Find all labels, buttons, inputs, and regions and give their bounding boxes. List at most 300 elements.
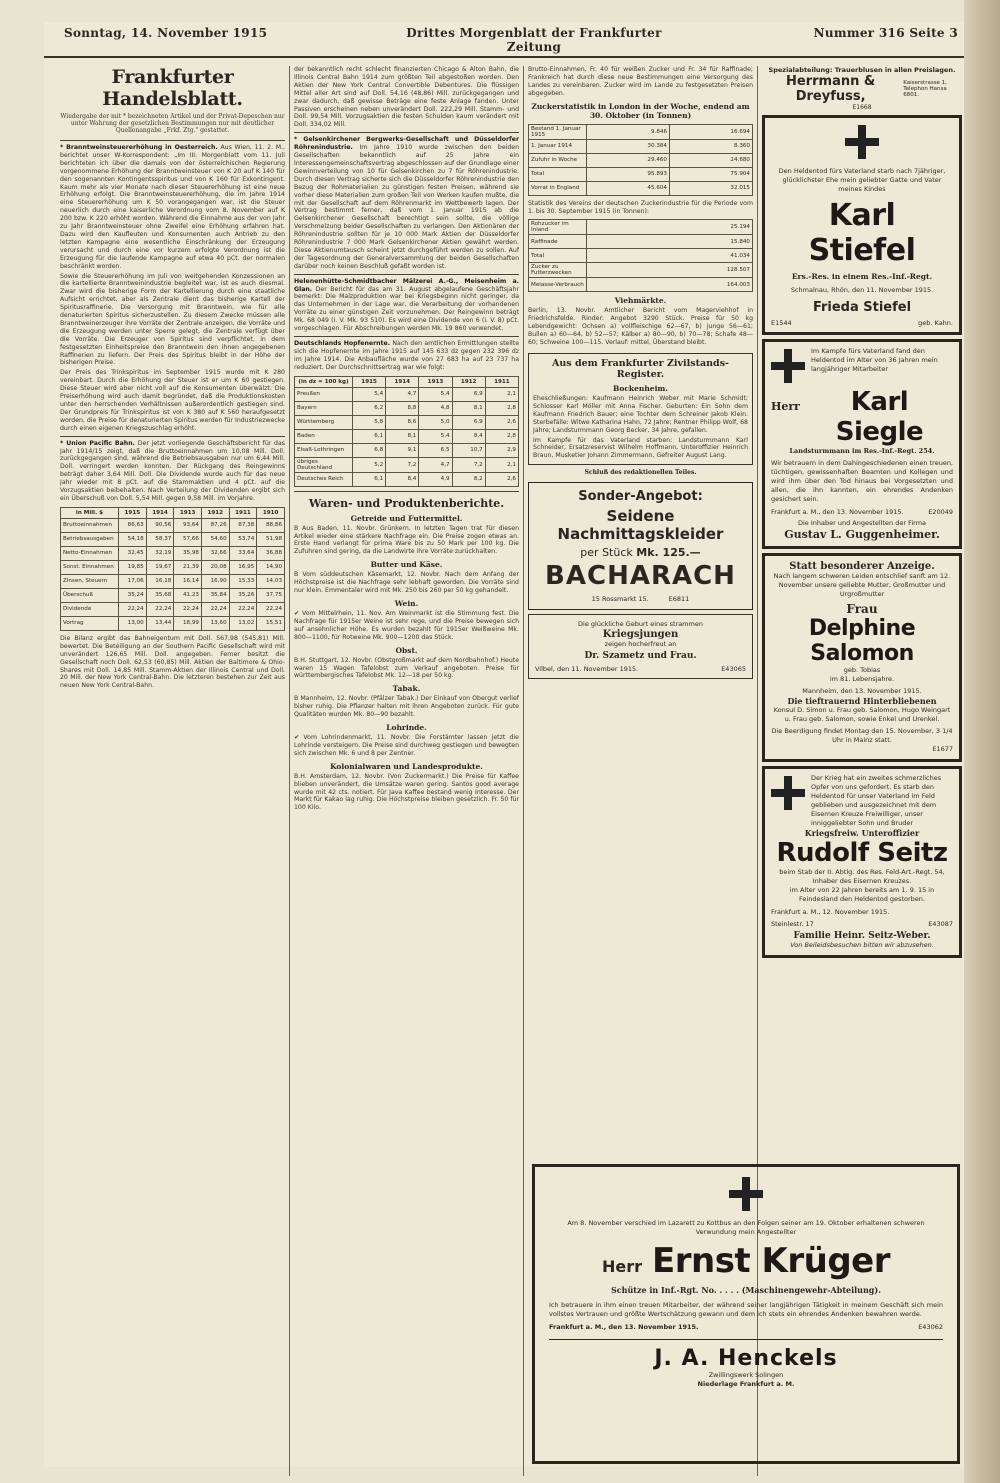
ad-brand: Herrmann & Dreyfuss, — [786, 74, 876, 104]
divider — [294, 274, 519, 275]
table-row — [295, 429, 519, 443]
sugar-table — [528, 124, 753, 196]
table-cell: Total — [529, 249, 587, 263]
table-cell: 16,95 — [229, 560, 257, 574]
article-body: Nach den amtlichen Ermittlungen stellte sich die Hopfenernte im Jahre 1915 auf 145 633 dz gegen 232 396 dz im Jahre 1914. Die Anbaufläche wurde von 27 683 ha auf 23 737 ha reduziert. Der Durchschnittsertrag war wie folgt: — [294, 340, 519, 371]
page-header — [44, 22, 964, 58]
table-cell: 45.604 — [587, 181, 670, 195]
table-cell: 10,7 — [452, 443, 485, 457]
table-cell: 2,6 — [485, 472, 518, 486]
obituary-intro: Der Krieg hat ein zweites schmerzliches Opfer von uns gefordert. Es starb den Heldentod für unser Vaterland im Feld geblieben und ausgezeichnet mit dem Eisernen Kreuze Freiwilliger, unser inniggeliebter Sohn und Bruder — [811, 774, 942, 827]
obituary-funeral: Die Beerdigung findet Montag den 15. November, 3 1/4 Uhr in Mainz statt. — [771, 727, 953, 744]
table-cell: 90,56 — [146, 518, 174, 532]
table-cell: 32,19 — [146, 546, 174, 560]
table-cell: Rohzucker im Inland — [529, 220, 587, 235]
obituary-place: Frankfurt a. M., 12. November 1915. — [771, 908, 890, 916]
table-cell: 5,4 — [353, 387, 386, 401]
table-cell: 6,8 — [353, 443, 386, 457]
table-cell: 4,9 — [419, 472, 452, 486]
obituary-rank: Kriegsfreiw. Unteroffizier — [804, 828, 920, 838]
table-cell: 51,98 — [257, 532, 285, 546]
obituary-intro: Am 8. November verschied im Lazarett zu Kottbus an den Folgen seiner am 19. Oktober erhaltenen schweren Verwundung mein Angestellter — [567, 1219, 925, 1236]
table-cell: 6,9 — [452, 415, 485, 429]
obituary-rank: Landsturmmann im Res.-Inf.-Regt. 254. — [789, 447, 935, 455]
article-body: Aus Wien, 11. 2. M., berichtet unser W-Korrespondent: „Im III. Morgenblatt vom 11. Juli berichteten ich über die damals von der österreichischen Regierung vorgenommene Erhöhung der Branntweinsteuer von K 20 auf K 140 für den sogenannten Kontingentsspiritus und von K 160 für Exkontingent. Kaum mehr als vier Monate nach dieser Steuererhöhung ist eine neue Erhöhung erfolgt. Die Branntweinsteuererhöhung, die im Jahre 1914 eine Steuererhöhung um K 50 vorangegangen war, ist die Steuer neuerlich durch eine kaiserliche Verordnung vom 8. November auf K 200 bzw. K 220 erhöht worden. Während die Einnahme aus der von Jahr zu Jahr Branntweinsteuer ohne Zweifel eine Erhöhung erfahren hat. Dazu wird den Kaufleuten und Konsumenten auch Antrieb zu den letzten Kampagne eine wesentliche Einschränkung der Erzeugung verursacht und durch eine vor kurzem erfolgte Verordnung ist die Erzeugung für die laufende Kampagne auf etwa 40 pCt. der normalen beschränkt worden. — [60, 144, 285, 270]
book-binding-edge — [964, 0, 1000, 1483]
table-cell: 35,98 — [174, 546, 202, 560]
table-header-cell: (in dz = 100 kg) — [295, 376, 353, 387]
table-cell: 87,26 — [201, 518, 229, 532]
obituary-note: Von Beileidsbesuchen bitten wir abzusehen. — [790, 941, 934, 949]
register-body: Eheschließungen: Kaufmann Heinrich Weber mit Marie Schmidt; Schlosser Karl Möller mit Anna Fischer. Geburten: Ein Sohn dem Kaufmann Friedrich Bauer; eine Tochter dem Schreiner Jakob Klein. Sterbefälle: Witwe Katharina Hahn, 72 Jahre; Rentner Philipp Wolf, 68 Jahre; Landsturmmann Georg Becker, 34 Jahre, gefallen. — [533, 394, 748, 434]
table-cell: Bayern — [295, 401, 353, 415]
article-title: * Gelsenkirchener Bergwerks-Gesellschaft und Düsseldorfer Röhrenindustrie. — [294, 136, 519, 152]
column-divider — [523, 66, 524, 1476]
subsection-title: Getreide und Futtermittel. — [350, 513, 463, 523]
table-cell: 32,45 — [119, 546, 147, 560]
register-title: Aus dem Frankfurter Zivilstands-Register. — [552, 357, 729, 380]
editorial-end-marker: Schluß des redaktionellen Teiles. — [584, 469, 697, 477]
table-cell: 33,64 — [229, 546, 257, 560]
table-cell: 14,03 — [257, 574, 285, 588]
table-cell: Zinsen, Steuern — [61, 574, 119, 588]
obituary-place: Frankfurt a. M., den 13. November 1915. — [771, 508, 904, 516]
table-cell: 5,2 — [353, 457, 386, 472]
civil-register — [528, 353, 753, 465]
report-body: B Vom süddeutschen Käsemarkt, 12. Novbr. Nach dem Anfang der Höchstpreise ist die Nachfrage sehr lebhaft geworden. Die Vorräte sind nur klein. Emmentaler wird mit Mk. 250 bis 260 per 50 kg gehandelt. — [294, 571, 519, 595]
table-cell: 2,1 — [485, 387, 518, 401]
article-hopfenernte — [294, 340, 519, 372]
table-cell: Vortrag — [61, 616, 119, 630]
birth-place: Vilbel, den 11. November 1915. — [535, 665, 639, 674]
column-2 — [294, 66, 519, 1481]
table-cell: 86,63 — [119, 518, 147, 532]
subsection-title: Obst. — [395, 645, 418, 655]
table-header-cell: 1911 — [229, 507, 257, 518]
table-header-cell: 1914 — [146, 507, 174, 518]
table-header-cell: in Mill. $ — [61, 507, 119, 518]
cattle-report: Berlin, 13. Novbr. Amtlicher Bericht vom Magerviehhof in Friedrichsfelde. Rinder: Angebot 3290 Stück. Preise für 50 kg Lebendgewicht: Ochsen a) vollfleischige 62—67, b) junge 56—61; Bullen a) 60—64, b) 52—57; Kälber a) 80—90, b) 70—78; Schafe 48—60; Schweine 100—115. Verlauf: mittel, Überstand bleibt. — [528, 307, 753, 347]
obituary-unit: beim Stab der II. Abtlg. des Res. Feld-Art.-Regt. 54, Inhaber des Eisernen Kreuzes. — [779, 868, 945, 885]
table-cell: 2,8 — [485, 429, 518, 443]
table-cell: Elsaß-Lothringen — [295, 443, 353, 457]
table-cell: 53,74 — [229, 532, 257, 546]
birth-names: Dr. Szametz und Frau. — [584, 651, 697, 662]
obituary-intro: Im Kampfe fürs Vaterland fand den Heldentod im Alter von 36 Jahren mein langjähriger Mitarbeiter — [811, 347, 938, 373]
article-body: Sowie die Steuererhöhung im Juli von weitgehenden Konzessionen an die kartellierte Branntweinindustrie begleitet war, ist es auch diesmal. Zwar wird die bisherige Form der Kartellierung durch eine staatliche Aufsicht errichtet, aber als Zentrale dient das bisherige Kartell der Spiritusraffinerie. Die Versorgung mit Branntwein, wie für alle denaturierten Spiritus sicherzustellen. Zu diesem Zwecke müssen alle Branntweinerzeuger ihre Vorräte der Zentrale anzeigen, die Vorräte und die Erzeugung werden unter Sperre gelegt, die Zentrale verfügt über die Vorräte. Die Erzeuger von Spiritus sind verpflichtet, in dem festgesetzten Einheitspreise den Branntwein den ihnen angegebenen Raffinerien zu liefern. Der Preis des Spiritus bleibt in der Höhe der bisherigen Preise. — [60, 272, 285, 367]
article-body: Der jetzt vorliegende Geschäftsbericht für das Jahr 1914/15 zeigt, daß die Bruttoeinnahmen um 10,08 Mill. Doll. zurückgegangen sind, während die Betriebsausgaben nur um 6,44 Mill. Doll. verringert werden konnten. Der Rückgang des Reingewinns beträgt daher 3,64 Mill. Doll. Die Dividende wurde auch für das neue Jahr wieder mit 8 pCt. auf die Stammaktien und 4 pCt. auf die Vorzugsaktien beibehalten. Nach Verteilung der Dividenden ergibt sich ein Überschuß von Doll. 5,54 Mill. gegen 9,58 Mill. im Vorjahre. — [60, 439, 285, 502]
table-cell: 9,1 — [386, 443, 419, 457]
table-header-cell: 1915 — [353, 376, 386, 387]
table-cell: 128.507 — [587, 263, 753, 278]
table-cell: 32.015 — [670, 181, 753, 195]
ad-code: E43087 — [928, 920, 953, 928]
table-cell: 9.846 — [587, 124, 670, 139]
obituary-widow-born: geb. Kahn. — [918, 319, 953, 327]
ad-code: E43065 — [721, 665, 746, 674]
table-row — [61, 602, 285, 616]
table-cell: 88,86 — [257, 518, 285, 532]
table-row — [61, 574, 285, 588]
table-cell: 25.194 — [587, 220, 753, 235]
table-row — [295, 443, 519, 457]
table-cell: 54,18 — [119, 532, 147, 546]
table-cell: 8,8 — [386, 401, 419, 415]
table-cell: 7,2 — [386, 457, 419, 472]
birth-footer — [535, 665, 746, 673]
table-cell: 5,4 — [419, 429, 452, 443]
divider — [60, 436, 285, 437]
table-cell: 36,88 — [257, 546, 285, 560]
table-row — [295, 457, 519, 472]
obituary-intro: Den Heldentod fürs Vaterland starb nach 7jähriger, glücklichster Ehe mein geliebter Gatte und Vater meines Kindes — [778, 167, 946, 193]
table-cell: 18,99 — [174, 616, 202, 630]
iron-cross-icon — [845, 125, 879, 159]
table-cell: 54,60 — [201, 532, 229, 546]
table-cell: 15,51 — [257, 616, 285, 630]
table-header-cell: 1913 — [174, 507, 202, 518]
table-cell: 22,24 — [229, 602, 257, 616]
table-cell: Total — [529, 167, 587, 181]
subsection-title: Lohrinde. — [386, 723, 427, 733]
header-paper-title: Drittes Morgenblatt der Frankfurter Zeitung — [406, 26, 662, 54]
table-row — [61, 546, 285, 560]
divider — [294, 336, 519, 337]
header-date: Sonntag, 14. November 1915 — [64, 26, 268, 40]
table-cell: 164.003 — [587, 278, 753, 292]
birth-line: Die glückliche Geburt eines strammen — [578, 620, 703, 629]
firm-name: J. A. Henckels — [654, 1346, 838, 1371]
ad-line: Spezialabteilung: Trauerblusen in allen Preislagen. — [768, 66, 956, 74]
birth-line: zeigen hocherfreut an — [604, 640, 677, 649]
column-4 — [762, 66, 962, 1156]
table-cell: 8,4 — [452, 429, 485, 443]
table-cell: 13,60 — [201, 616, 229, 630]
table-cell: 17,06 — [119, 574, 147, 588]
table-cell: 22,24 — [146, 602, 174, 616]
table-cell: 22,24 — [119, 602, 147, 616]
obituary-title: Herr — [601, 1257, 642, 1276]
obituary-text: Ich betrauere in ihm einen treuen Mitarbeiter, der während seiner langjährigen Tätigkeit in meinem Geschäft sich mein vollstes Vertrauen und größte Wertschätzung gewann und dem ich stets ein ehrendes Andenken bewahren werde. — [549, 1301, 943, 1318]
table-cell: 16.694 — [670, 124, 753, 139]
obituary-text: Wir betrauern in dem Dahingeschiedenen einen treuen, tüchtigen, gewissenhaften Beamten und Kollegen und wird ihm über den Tod hinaus bei Vorgesetzten und allen, die ihn kannten, ein ehrendes Andenken gesichert sein. — [771, 459, 953, 503]
obituary-age: im Alter von 22 Jahren bereits am 1. 9. 15 in Feindesland den Heldentod gestorben. — [789, 886, 935, 903]
obituary-address: Steinlestr. 17 — [771, 920, 814, 928]
obituary-firm-line: Die Inhaber und Angestellten der Firma — [797, 519, 927, 527]
ad-line — [533, 546, 748, 559]
obituary-name: Karl Siegle — [835, 387, 924, 447]
obituary-name-row — [771, 387, 953, 447]
table-row — [529, 124, 753, 139]
sugar-table-title: Zuckerstatistik in London in der Woche, endend am 30. Oktober (in Tonnen) — [531, 101, 750, 120]
table-cell: 19,85 — [119, 560, 147, 574]
obituary-footer — [771, 508, 953, 516]
obituary-title: Frau — [846, 602, 878, 616]
table-cell: 30.384 — [587, 139, 670, 153]
table-cell: 22,24 — [201, 602, 229, 616]
article-branntwein — [60, 144, 285, 271]
table-row — [61, 518, 285, 532]
ad-address: 15 Rossmarkt 15. — [591, 595, 649, 604]
subsection-title: Kolonialwaren und Landesprodukte. — [330, 761, 483, 771]
table-header-cell: 1910 — [257, 507, 285, 518]
table-cell: 19,67 — [146, 560, 174, 574]
obituary-ernst-krueger — [532, 1164, 960, 1464]
table-cell: 24.680 — [670, 153, 753, 167]
table-cell: 13,00 — [119, 616, 147, 630]
subsection-title: Tabak. — [392, 684, 421, 694]
obituary-karl-siegle — [762, 339, 962, 549]
table-cell: 13,44 — [146, 616, 174, 630]
article-body: der bekanntlich recht schlecht finanzierten Chicago & Alton Bahn, die Illinois Central Bahn 1914 zum größten Teil abgestoßen worden. Den Aktien der New York Central Convertible Debentures. Die flüssigen Mittel aller Art sind auf Doll. 54,16 (48,86) Mill. zurückgegangen und zwar dadurch, daß gewisse Beträge eine feste Anlage fanden. Unter Passiven erscheinen neben unverändert Doll. 222,29 Mill. Stamm- und Doll. 99,54 Mill. Vorzugsaktien die festen Schulden kaum verändert mit Doll. 334,02 Mill. — [294, 66, 519, 129]
table-cell: 6,1 — [353, 429, 386, 443]
divider — [294, 491, 519, 492]
article-union-pacific — [60, 440, 285, 503]
table-cell: Württemberg — [295, 415, 353, 429]
obituary-karl-stiefel — [762, 115, 962, 335]
table-cell: 6,1 — [353, 472, 386, 486]
table-cell: 21,39 — [174, 560, 202, 574]
register-body: Im Kampfe für das Vaterland starben: Landsturmmann Karl Schneider, Ersatzreservist Wilhelm Hoffmann, Unteroffizier Heinrich Braun, Musketier Johann Zimmermann, Gefreiter August Lang. — [533, 436, 748, 460]
table-cell: 29.460 — [587, 153, 670, 167]
divider — [60, 140, 285, 141]
table-cell: 22,24 — [257, 602, 285, 616]
ad-code: E20049 — [928, 508, 953, 516]
obituary-widow: Frieda Stiefel — [812, 300, 912, 315]
table-row — [61, 588, 285, 602]
table-cell: 6,2 — [353, 401, 386, 415]
ad-code: E1544 — [771, 319, 792, 327]
table-row — [295, 401, 519, 415]
subsection-title: Wein. — [394, 598, 419, 608]
ad-address: Kaiserstrasse 1, Telephon Hansa 6801. — [903, 80, 947, 98]
firm-line: Zwillingswerk Solingen — [708, 1371, 784, 1379]
table-row — [529, 235, 753, 249]
obituary-footer — [771, 908, 953, 916]
ad-line: Seidene Nachmittagskleider — [557, 507, 724, 544]
hop-yield-table — [294, 376, 519, 487]
table-header-cell: 1914 — [386, 376, 419, 387]
table-cell: 14,90 — [257, 560, 285, 574]
table-cell: Netto-Einnahmen — [61, 546, 119, 560]
firm-line: Niederlage Frankfurt a. M. — [697, 1380, 795, 1388]
birth-notice — [528, 614, 753, 679]
obituary-name: Rudolf Seitz — [776, 838, 948, 868]
ad-line: Sonder-Angebot: — [578, 489, 703, 505]
section-masthead: Frankfurter Handelsblatt. — [102, 66, 243, 110]
table-cell: 8,1 — [386, 429, 419, 443]
obituary-name-row — [549, 1241, 943, 1281]
table-cell: 35,24 — [119, 588, 147, 602]
obituary-title: Herr — [771, 400, 800, 413]
obituary-name: Ernst Krüger — [652, 1241, 891, 1281]
obituary-family: Konsul D. Simon u. Frau geb. Salomon, Hugo Weingart u. Frau geb. Salomon, sowie Enkel und Urenkel. — [773, 706, 951, 723]
table-cell: 2,6 — [485, 415, 518, 429]
table-cell: 6,9 — [452, 387, 485, 401]
ad-brand: BACHARACH — [545, 561, 736, 592]
birth-line: Kriegsjungen — [602, 629, 679, 641]
obituary-unit: Schütze in Inf.-Rgt. No. . . . . (Maschinengewehr-Abteilung). — [611, 1285, 881, 1295]
iron-cross-icon — [771, 776, 805, 810]
table-cell: 20,08 — [201, 560, 229, 574]
table-header-cell: 1913 — [419, 376, 452, 387]
article-title: Deutschlands Hopfenernte. — [294, 340, 391, 347]
obituary-intro: Nach langem schweren Leiden entschlief sanft am 12. November unsere geliebte Mutter, Großmutter und Urgroßmutter — [773, 572, 951, 598]
table-row — [529, 139, 753, 153]
table-cell: 16,14 — [174, 574, 202, 588]
table-row — [61, 616, 285, 630]
table-header-cell: 1915 — [119, 507, 147, 518]
table-row — [529, 263, 753, 278]
report-body: B Mannheim, 12. Novbr. (Pfälzer Tabak.) Der Einkauf von Obergut verlief bisher ruhig. Die Pflanzer halten mit ihren Angeboten zurück. Für gute Qualitäten wurden Mk. 80—90 bezahlt. — [294, 695, 519, 719]
report-body: ✔ Vom Lohrindenmarkt, 11. Novbr. Die Forstämter lassen jetzt die Lohrinde versteigern. Die Preise sind durchweg gestiegen und bewegten sich zwischen Mk. 6 und 8 per Zentner. — [294, 734, 519, 757]
table-row — [295, 472, 519, 486]
table-cell: 8,1 — [452, 401, 485, 415]
divider — [294, 132, 519, 133]
table-cell: 4,7 — [386, 387, 419, 401]
report-body: B Aus Baden, 11. Novbr. Grünkern. In letzten Tagen trat für diesen Artikel wieder eine stärkere Nachfrage ein. Die Preise zogen etwas an. Erste Hand verlangt für prima Ware bis zu 50 Mark per 100 kg. Die Zufuhren sind gering, da die Landwirte ihre Vorräte zurückhalten. — [294, 524, 519, 556]
table-cell: 57,66 — [174, 532, 202, 546]
table-cell: Zucker zu Futterzwecken — [529, 263, 587, 278]
table-cell: 58,37 — [146, 532, 174, 546]
register-subtitle: Bockenheim. — [613, 383, 668, 393]
table-cell: Preußen — [295, 387, 353, 401]
table-cell: 35,84 — [201, 588, 229, 602]
table-cell: 5,8 — [353, 415, 386, 429]
iron-cross-icon — [771, 349, 805, 383]
table-cell: 8,6 — [386, 415, 419, 429]
table-header-cell: 1912 — [201, 507, 229, 518]
table-cell: übriges Deutschland — [295, 457, 353, 472]
table-cell: Betriebsausgaben — [61, 532, 119, 546]
table-cell: 15,33 — [229, 574, 257, 588]
column-1 — [60, 66, 285, 1481]
article-body: Im Jahre 1910 wurde zwischen den beiden Gesellschaften bekanntlich auf 25 Jahre ein Interessengemeinschaftsvertrag abgeschlossen auf der Grundlage einer Gewinnverteilung von 10 für Gelsenkirchen zu 7 für Röhrenindustrie. Durch diesen Vertrag sicherte sich die Düsseldorfer Röhrenindustrie den Bezug der Rohmaterialien zu günstigen festen Preisen, während sie vorher diese Materialien zum großen Teil von Werken kaufen mußte, die mit der Gesellschaft auf dem Röhrenmarkt im Wettbewerb lagen. Der Vertrag bestimmt ferner, daß vom 1. Januar 1915 ab die Gelsenkirchener Gesellschaft berechtigt sein sollte, die völlige Verschmelzung beider Gesellschaften zu verlangen. Den Aktionären der Röhrenindustrie sollten für je 10 000 Mark Aktien der Düsseldorfer Röhrenindustrie 7 000 Mark Gelsenkirchener Aktien gewährt werden. Diese Aktienumtausch scheint jetzt durchgeführt werden zu sollen. Auf der Tagesordnung der Generalversammlung der beiden Gesellschaften darüber noch keinen Beschluß gefaßt worden ist. — [294, 144, 519, 270]
subsection-title: Butter und Käse. — [370, 560, 443, 570]
table-cell: Bestand 1. Januar 1915 — [529, 124, 587, 139]
table-cell: 15.840 — [587, 235, 753, 249]
article-helenenhuette — [294, 278, 519, 333]
article-body: Die Bilanz ergibt das Bahneigentum mit Doll. 567,98 (545,81) Mill. bewertet. Die Beteiligung an der Southern Pacific Gesellschaft wird mit unverändert 126,65 Mill. Doll. angegeben. Ferner besitzt die Gesellschaft noch Doll. 62,53 (60,85) Mill. Aktien der Baltimore & Ohio-Shares mit Doll. 14,85 Mill. Stamm-Aktien der Illinois Central und Doll. 20 Mill. der New York Central-Bahn. Die letzteren bestehen zur Zeit aus neuen New York Central-Bahn. — [60, 634, 285, 690]
obituary-top — [771, 347, 953, 387]
table-cell: 4,8 — [419, 401, 452, 415]
table-row — [529, 153, 753, 167]
obituary-place: Frankfurt a. M., den 13. November 1915. — [549, 1323, 699, 1331]
table-cell: 13,02 — [229, 616, 257, 630]
column-divider — [289, 66, 290, 1476]
obituary-delphine-salomon — [762, 553, 962, 762]
table-cell: 16,90 — [201, 574, 229, 588]
table-cell: Zufuhr in Woche — [529, 153, 587, 167]
table-cell: 2,1 — [485, 457, 518, 472]
table-cell: Baden — [295, 429, 353, 443]
notice-head: Statt besonderer Anzeige. — [789, 561, 935, 572]
newspaper-page — [44, 22, 964, 1467]
obituary-footer — [771, 920, 953, 928]
table-cell: 22,24 — [174, 602, 202, 616]
article-gelsenkirchen — [294, 136, 519, 270]
table-cell: Dividende — [61, 602, 119, 616]
obituary-name: Delphine Salomon — [808, 616, 916, 666]
table-cell: Raffinade — [529, 235, 587, 249]
table-row — [295, 387, 519, 401]
table-cell: 35,26 — [229, 588, 257, 602]
table-cell: Vorrat in England — [529, 181, 587, 195]
table-cell: 95.893 — [587, 167, 670, 181]
article-body: Der Preis des Trinkspiritus im September 1915 wurde mit K 280 vereinbart. Durch die Erhöhung der Steuer ist er um K 60 gestiegen. Diese Steuer wird aber nicht voll auf die Konsumenten überwälzt. Die Preiserhöhung wird auch damit begründet, daß die Produktionskosten unter den herrschenden Verhältnissen außerordentlich gestiegen sind. Der Grundpreis für Trinkspiritus ist von K 380 auf K 560 heraufgesetzt worden, die Preise für denaturierten Spiritus werden für Industriezwecke durch einen eigenen Kriegszuschlag erhöht. — [60, 369, 285, 432]
table-cell: 4,7 — [419, 457, 452, 472]
table-cell: 5,4 — [419, 387, 452, 401]
table-cell: 37,75 — [257, 588, 285, 602]
ad-row — [762, 74, 962, 104]
article-body: Brutto-Einnahmen, Fr. 40 für weißen Zucker und Fr. 34 für Raffinade; Frankreich hat durch diese neue Bestimmungen eine Versorgung des Landes zu vereinbaren. Zucker wird im Lande zu festgesetzten Preisen abgegeben. — [528, 66, 753, 97]
obituary-firm: Gustav L. Guggenheimer. — [784, 528, 940, 541]
table-cell: 8,4 — [386, 472, 419, 486]
sugar-stats-table — [528, 219, 753, 292]
table-cell: 75.904 — [670, 167, 753, 181]
obituary-footer — [549, 1323, 943, 1331]
article-body: Der Bericht für das am 31. August abgelaufene Geschäftsjahr bemerkt: Die Malzproduktion war bei Kriegsbeginn nicht geringer, da das Unternehmen in der Lage war, die Verarbeitung der vorhandenen Vorräte zu einer günstigen Zeit vorzunehmen. Der Reingewinn beträgt Mk. 68 049 (i. V. Mk. 93 510). Es wird eine Dividende von 6 (i. V. 8) pCt. vorgeschlagen. Für Abschreibungen werden Mk. 19 860 verwendet. — [294, 285, 519, 333]
obituary-family: Familie Heinr. Seitz-Weber. — [793, 931, 931, 941]
union-pacific-table — [60, 507, 285, 631]
table-cell: Melasse-Verbrauch — [529, 278, 587, 292]
table-row — [529, 167, 753, 181]
ad-code: E43062 — [918, 1323, 943, 1331]
obituary-family-head: Die tieftrauernd Hinterbliebenen — [787, 696, 937, 706]
table-cell: 32,66 — [201, 546, 229, 560]
ad-unit: per Stück — [580, 546, 633, 560]
table-header-row — [295, 376, 519, 387]
table-row — [529, 181, 753, 195]
table-cell: 1. Januar 1914 — [529, 139, 587, 153]
obituary-rudolf-seitz — [762, 766, 962, 958]
table-cell: 93,64 — [174, 518, 202, 532]
article-title: Helenenhütte-Schmidtbacher Mälzerei A.-G., Meisenheim a. Glan. — [294, 277, 519, 293]
table-row — [529, 278, 753, 292]
table-row — [529, 220, 753, 235]
obituary-footer — [771, 319, 953, 327]
table-cell: 6,5 — [419, 443, 452, 457]
table-header-cell: 1912 — [452, 376, 485, 387]
ad-herrmann-dreyfuss — [762, 66, 962, 111]
ad-bacharach — [528, 482, 753, 610]
obituary-born: geb. Tobias — [843, 666, 881, 674]
report-body: ✔ Vom Mittelrhein, 11. Nov. Am Weinmarkt ist die Stimmung fest. Die Nachfrage für 1915er Weine ist sehr rege, und die Preise bewegen sich auf ansehnlicher Höhe. Es wurden bezahlt für 1915er Weißweine Mk. 800—1100, für Rotweine Mk. 900—1200 das Stück. — [294, 609, 519, 641]
subsection-title: Viehmärkte. — [614, 296, 667, 306]
ad-code: E1668 — [852, 104, 872, 111]
ad-code: E6811 — [668, 595, 690, 604]
table-cell: Deutsches Reich — [295, 472, 353, 486]
table-cell: 7,2 — [452, 457, 485, 472]
article-title: * Union Pacific Bahn. — [60, 439, 135, 447]
section-title: Waren- und Produktenberichte. — [308, 496, 505, 510]
table-cell: Bruttoeinnahmen — [61, 518, 119, 532]
table-header-cell: 1911 — [485, 376, 518, 387]
table-cell: Sonst. Einnahmen — [61, 560, 119, 574]
obituary-place: Mannheim, den 13. November 1915. — [802, 687, 922, 695]
table-cell: 35,68 — [146, 588, 174, 602]
table-cell: 8,2 — [452, 472, 485, 486]
table-cell: 41,23 — [174, 588, 202, 602]
ad-footer — [533, 595, 748, 603]
table-row — [61, 532, 285, 546]
table-cell: 2,8 — [485, 401, 518, 415]
table-cell: 41.034 — [587, 249, 753, 263]
obituary-place: Schmalnau, Rhön, den 11. November 1915. — [790, 286, 934, 294]
table-cell: 5,0 — [419, 415, 452, 429]
ad-code: E1677 — [932, 745, 953, 753]
reprint-notice: Wiedergabe der mit * bezeichneten Artikel und der Privat-Depeschen nur unter Wahrung der gesetzlichen Bestimmungen nur mit deutlicher Quellenangabe „Frkf. Ztg." gestattet. — [60, 113, 285, 134]
